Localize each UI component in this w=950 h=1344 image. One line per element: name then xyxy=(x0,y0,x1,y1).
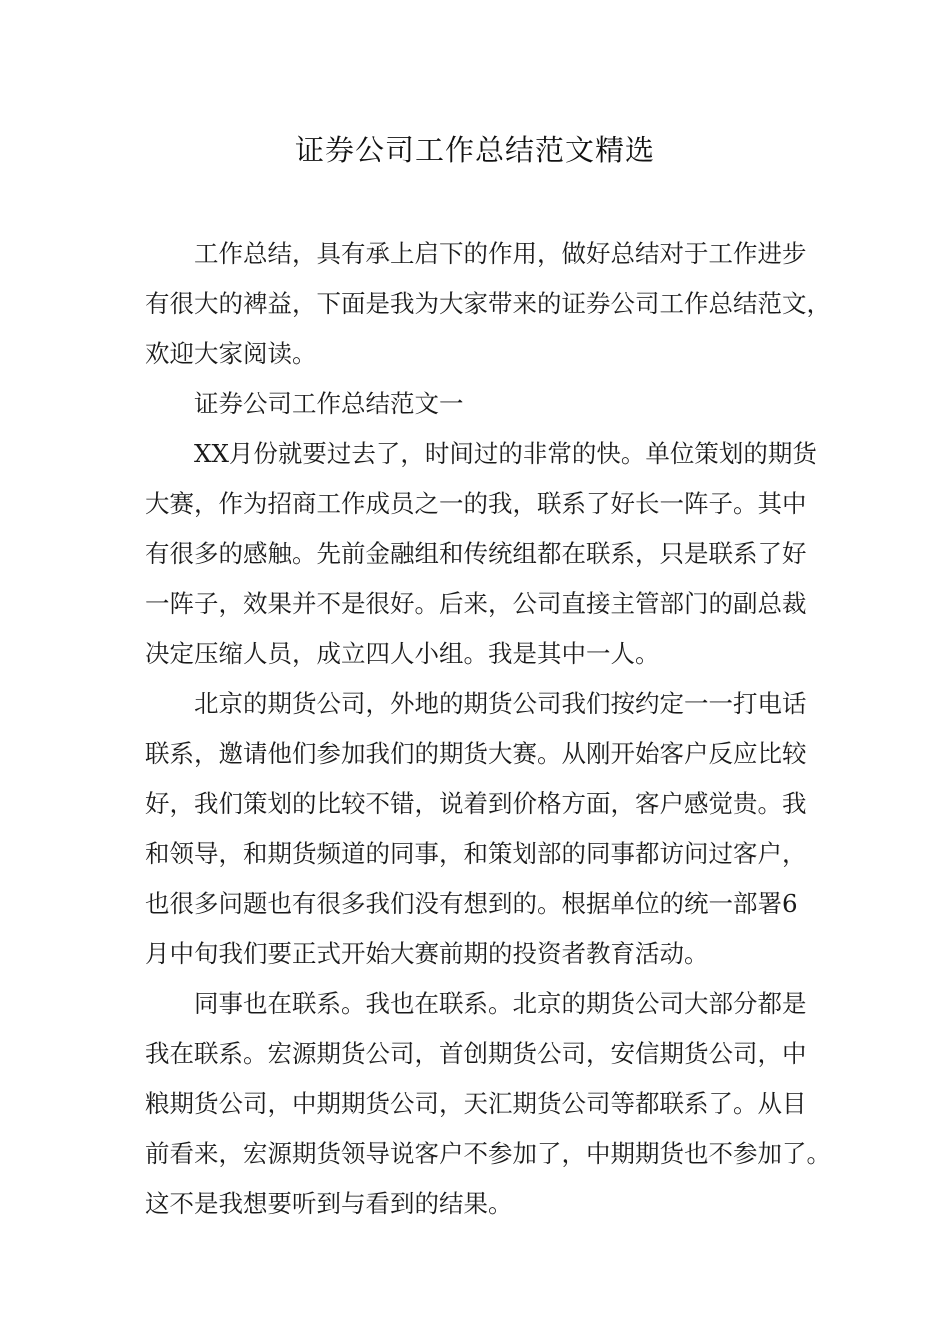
document-body xyxy=(145,229,831,1229)
text-line: 欢迎大家阅读。 xyxy=(145,339,317,368)
text-line: 北京的期货公司，外地的期货公司我们按约定一一打电话 xyxy=(194,689,807,718)
paragraph-intro xyxy=(145,229,831,379)
text-line: 和领导，和期货频道的同事，和策划部的同事都访问过客户， xyxy=(145,839,807,868)
text-line: 工作总结，具有承上启下的作用，做好总结对于工作进步 xyxy=(194,239,807,268)
text-line: 一阵子，效果并不是很好。后来，公司直接主管部门的副总裁 xyxy=(145,589,807,618)
section-heading-text: 证券公司工作总结范文一 xyxy=(194,389,464,418)
paragraph-1 xyxy=(145,429,825,679)
text-line: 同事也在联系。我也在联系。北京的期货公司大部分都是 xyxy=(194,989,807,1018)
text-line: 大赛，作为招商工作成员之一的我，联系了好长一阵子。其中 xyxy=(145,489,807,518)
text-line: 有很多的感触。先前金融组和传统组都在联系，只是联系了好 xyxy=(145,539,807,568)
text-line: 月中旬我们要正式开始大赛前期的投资者教育活动。 xyxy=(145,939,709,968)
document-title: 证券公司工作总结范文精选 xyxy=(294,133,655,167)
text-line: 这不是我想要听到与看到的结果。 xyxy=(145,1189,513,1218)
text-line: 前看来，宏源期货领导说客户不参加了，中期期货也不参加了。 xyxy=(145,1139,831,1168)
section-heading xyxy=(145,379,825,429)
text-line: XX月份就要过去了，时间过的非常的快。单位策划的期货 xyxy=(194,439,817,468)
text-line: 决定压缩人员，成立四人小组。我是其中一人。 xyxy=(145,639,660,668)
text-line: 有很大的裨益，下面是我为大家带来的证券公司工作总结范文， xyxy=(145,289,831,318)
paragraph-2 xyxy=(145,679,825,979)
text-line: 我在联系。宏源期货公司，首创期货公司，安信期货公司，中 xyxy=(145,1039,807,1068)
text-line: 粮期货公司，中期期货公司，天汇期货公司等都联系了。从目 xyxy=(145,1089,807,1118)
text-line: 好，我们策划的比较不错，说着到价格方面，客户感觉贵。我 xyxy=(145,789,807,818)
text-line: 联系，邀请他们参加我们的期货大赛。从刚开始客户反应比较 xyxy=(145,739,807,768)
paragraph-3 xyxy=(145,979,831,1229)
text-line: 也很多问题也有很多我们没有想到的。根据单位的统一部署6 xyxy=(145,889,798,918)
